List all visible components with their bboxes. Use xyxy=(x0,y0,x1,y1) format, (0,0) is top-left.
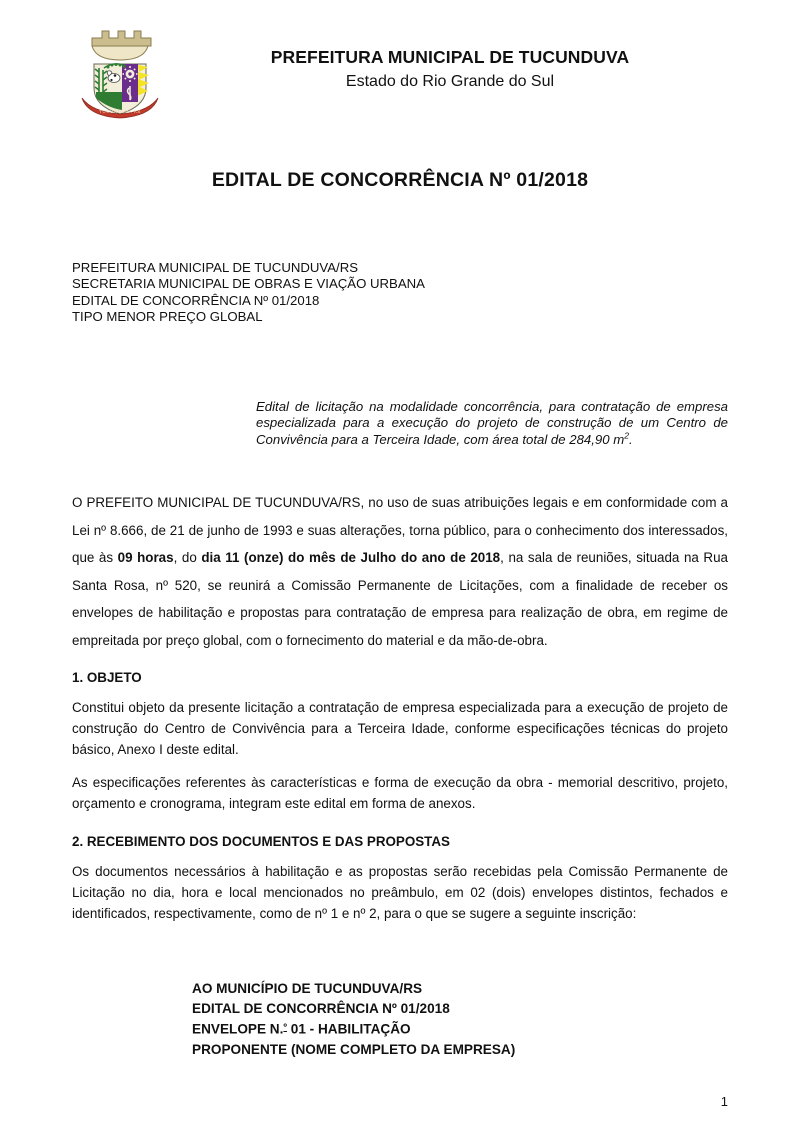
spacer xyxy=(72,815,728,833)
document-body xyxy=(72,489,728,924)
envelope-inscription-block xyxy=(192,979,732,1059)
page-number: 1 xyxy=(720,1094,728,1109)
spacer xyxy=(72,851,728,862)
identification-line-2: SECRETARIA MUNICIPAL DE OBRAS E VIAÇÃO URBANA xyxy=(72,276,425,292)
preamble-session-date: dia 11 (onze) do mês de Julho do ano de 2018 xyxy=(201,550,501,565)
inscription-line-1: AO MUNICÍPIO DE TUCUNDUVA/RS xyxy=(192,981,423,996)
preamble-segment-3: , na sala de reuniões, situada na Rua Santa Rosa, nº 520, se reunirá a Comissão Permanente de Licitações, com a finalidade de receber os envelopes de habilitação e propostas para contratação de empresa para realização de obra, em regime de empreitada por preço global, com o fornecimento do material e da mão-de-obra. xyxy=(72,550,728,648)
letterhead-text xyxy=(170,46,730,92)
inscription-line-3-rest: 01 - HABILITAÇÃO xyxy=(286,1021,411,1037)
inscription-line-4: PROPONENTE (NOME COMPLETO DA EMPRESA) xyxy=(192,1041,516,1057)
spacer xyxy=(72,760,728,773)
document-title: EDITAL DE CONCORRÊNCIA Nº 01/2018 xyxy=(211,169,589,191)
municipal-coat-of-arms-icon xyxy=(74,18,166,120)
summary-text-main: Edital de licitação na modalidade concorrência, para contratação de empresa especializada para a execução do projeto de construção de um Centro de Convivência para a Terceira Idade, com área total de 284,90 m xyxy=(256,399,728,447)
inscription-line-3 xyxy=(192,1018,732,1039)
preamble-session-time: 09 horas xyxy=(117,550,174,565)
letterhead xyxy=(0,10,800,120)
preamble-paragraph xyxy=(72,489,728,654)
objeto-paragraph-1: Constitui objeto da presente licitação a contratação de empresa especializada para a execução de projeto de construção do Centro de Convivência para a Terceira Idade, conforme especificações técnicas do projeto básico, Anexo I deste edital. xyxy=(72,700,728,757)
object-summary-paragraph xyxy=(256,399,728,448)
objeto-paragraph-2: As especificações referentes às características e forma de execução da obra - memorial descritivo, projeto, orçamento e cronograma, integram este edital em forma de anexos. xyxy=(72,775,728,812)
identification-line-4: TIPO MENOR PREÇO GLOBAL xyxy=(72,308,263,324)
svg-text:TUCUNDUVA RS: TUCUNDUVA RS xyxy=(99,109,141,114)
preamble-segment-2: , do xyxy=(173,550,202,565)
summary-square-meter-exponent: 2 xyxy=(624,430,629,441)
organization-name: PREFEITURA MUNICIPAL DE TUCUNDUVA xyxy=(270,47,630,67)
summary-text-tail: . xyxy=(628,431,633,447)
identification-line-3: EDITAL DE CONCORRÊNCIA Nº 01/2018 xyxy=(72,292,320,308)
recebimento-paragraph-1: Os documentos necessários à habilitação e as propostas serão recebidas pela Comissão Permanente de Licitação no dia, hora e local mencionados no preâmbulo, em 02 (dois) envelopes distintos, fechados e identificados, respectivamente, como de nº 1 e nº 2, para o que se sugere a seguinte inscrição: xyxy=(72,863,728,921)
inscription-line-3-prefix: ENVELOPE N. xyxy=(192,1021,284,1037)
spacer xyxy=(72,687,728,698)
identification-block xyxy=(72,260,732,325)
inscription-line-2: EDITAL DE CONCORRÊNCIA Nº 01/2018 xyxy=(192,1000,450,1016)
preamble-segment-1: O PREFEITO MUNICIPAL DE TUCUNDUVA/RS, no uso de suas atribuições legais e em conformidade com a Lei nº 8.666, de 21 de junho de 1993 e suas alterações, torna público, para o conhecimento dos interessados, que às xyxy=(72,495,728,565)
identification-line-1: PREFEITURA MUNICIPAL DE TUCUNDUVA/RS xyxy=(72,260,359,275)
section-heading-objeto: 1. OBJETO xyxy=(72,670,142,685)
state-subtitle: Estado do Rio Grande do Sul xyxy=(345,72,555,90)
inscription-ordinal-indicator: º xyxy=(283,1022,287,1034)
section-heading-recebimento: 2. RECEBIMENTO DOS DOCUMENTOS E DAS PROPOSTAS xyxy=(72,833,450,849)
